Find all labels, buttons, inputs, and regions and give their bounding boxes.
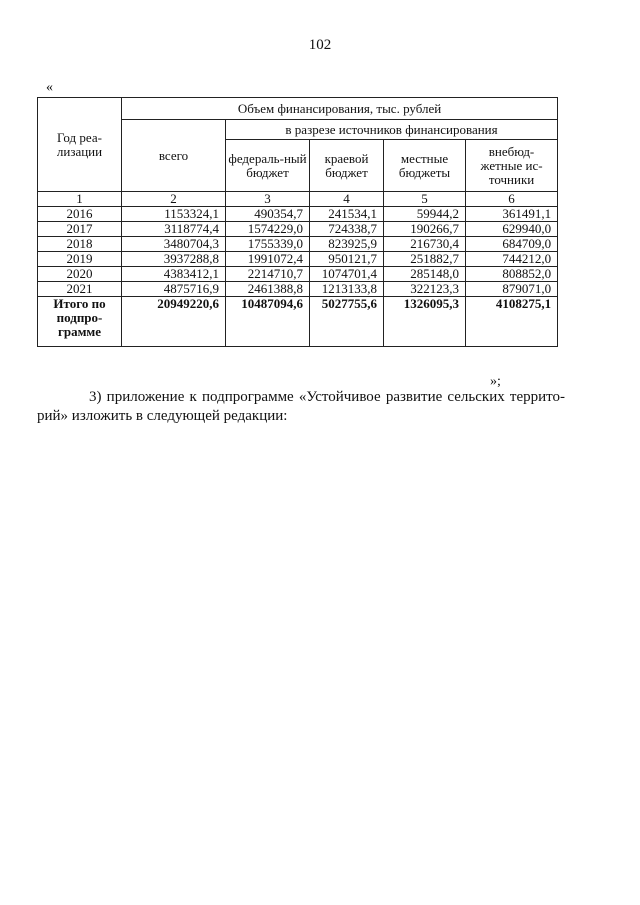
index-cell: 3 bbox=[226, 192, 310, 207]
header-regional-budget: краевой бюджет bbox=[310, 140, 384, 192]
index-cell: 4 bbox=[310, 192, 384, 207]
value-cell: 361491,1 bbox=[466, 207, 558, 222]
value-cell: 684709,0 bbox=[466, 237, 558, 252]
value-cell: 3480704,3 bbox=[122, 237, 226, 252]
column-index-row bbox=[38, 192, 558, 207]
total-row bbox=[38, 297, 558, 347]
value-cell: 251882,7 bbox=[384, 252, 466, 267]
index-cell: 2 bbox=[122, 192, 226, 207]
value-cell: 216730,4 bbox=[384, 237, 466, 252]
header-financing-volume: Объем финансирования, тыс. рублей bbox=[122, 98, 558, 120]
open-quote-mark: « bbox=[46, 80, 53, 95]
header-year: Год реа-лизации bbox=[38, 98, 122, 192]
value-cell: 241534,1 bbox=[310, 207, 384, 222]
year-cell: 2016 bbox=[38, 207, 122, 222]
value-cell: 823925,9 bbox=[310, 237, 384, 252]
value-cell: 285148,0 bbox=[384, 267, 466, 282]
total-label: Итого по подпро-грамме bbox=[38, 297, 122, 347]
total-value-cell: 5027755,6 bbox=[310, 297, 384, 347]
value-cell: 490354,7 bbox=[226, 207, 310, 222]
value-cell: 879071,0 bbox=[466, 282, 558, 297]
value-cell: 1991072,4 bbox=[226, 252, 310, 267]
value-cell: 1153324,1 bbox=[122, 207, 226, 222]
header-total: всего bbox=[122, 120, 226, 192]
value-cell: 629940,0 bbox=[466, 222, 558, 237]
value-cell: 808852,0 bbox=[466, 267, 558, 282]
value-cell: 724338,7 bbox=[310, 222, 384, 237]
close-quote-mark: »; bbox=[490, 374, 501, 389]
year-cell: 2021 bbox=[38, 282, 122, 297]
header-sources: в разрезе источников финансирования bbox=[226, 120, 558, 140]
table-row bbox=[38, 222, 558, 237]
header-local-budgets: местные бюджеты bbox=[384, 140, 466, 192]
value-cell: 744212,0 bbox=[466, 252, 558, 267]
amendment-paragraph: 3) приложение к подпрограмме «Устойчивое развитие сельских террито-рий» изложить в следующей редакции: bbox=[37, 389, 565, 424]
value-cell: 4383412,1 bbox=[122, 267, 226, 282]
table-row bbox=[38, 267, 558, 282]
year-cell: 2020 bbox=[38, 267, 122, 282]
total-value-cell: 1326095,3 bbox=[384, 297, 466, 347]
header-federal-budget: федераль-ный бюджет bbox=[226, 140, 310, 192]
table-row bbox=[38, 207, 558, 222]
index-cell: 6 bbox=[466, 192, 558, 207]
total-value-cell: 20949220,6 bbox=[122, 297, 226, 347]
value-cell: 1574229,0 bbox=[226, 222, 310, 237]
value-cell: 59944,2 bbox=[384, 207, 466, 222]
table-row bbox=[38, 252, 558, 267]
year-cell: 2018 bbox=[38, 237, 122, 252]
value-cell: 1755339,0 bbox=[226, 237, 310, 252]
index-cell: 1 bbox=[38, 192, 122, 207]
value-cell: 2461388,8 bbox=[226, 282, 310, 297]
header-extrabudgetary: внебюд-жетные ис-точники bbox=[466, 140, 558, 192]
table-row bbox=[38, 237, 558, 252]
value-cell: 1074701,4 bbox=[310, 267, 384, 282]
value-cell: 3118774,4 bbox=[122, 222, 226, 237]
index-cell: 5 bbox=[384, 192, 466, 207]
year-cell: 2017 bbox=[38, 222, 122, 237]
financing-table bbox=[37, 97, 558, 347]
value-cell: 950121,7 bbox=[310, 252, 384, 267]
table-row bbox=[38, 282, 558, 297]
value-cell: 190266,7 bbox=[384, 222, 466, 237]
value-cell: 1213133,8 bbox=[310, 282, 384, 297]
value-cell: 3937288,8 bbox=[122, 252, 226, 267]
value-cell: 2214710,7 bbox=[226, 267, 310, 282]
total-value-cell: 10487094,6 bbox=[226, 297, 310, 347]
value-cell: 4875716,9 bbox=[122, 282, 226, 297]
year-cell: 2019 bbox=[38, 252, 122, 267]
total-value-cell: 4108275,1 bbox=[466, 297, 558, 347]
page-number: 102 bbox=[308, 37, 332, 53]
value-cell: 322123,3 bbox=[384, 282, 466, 297]
